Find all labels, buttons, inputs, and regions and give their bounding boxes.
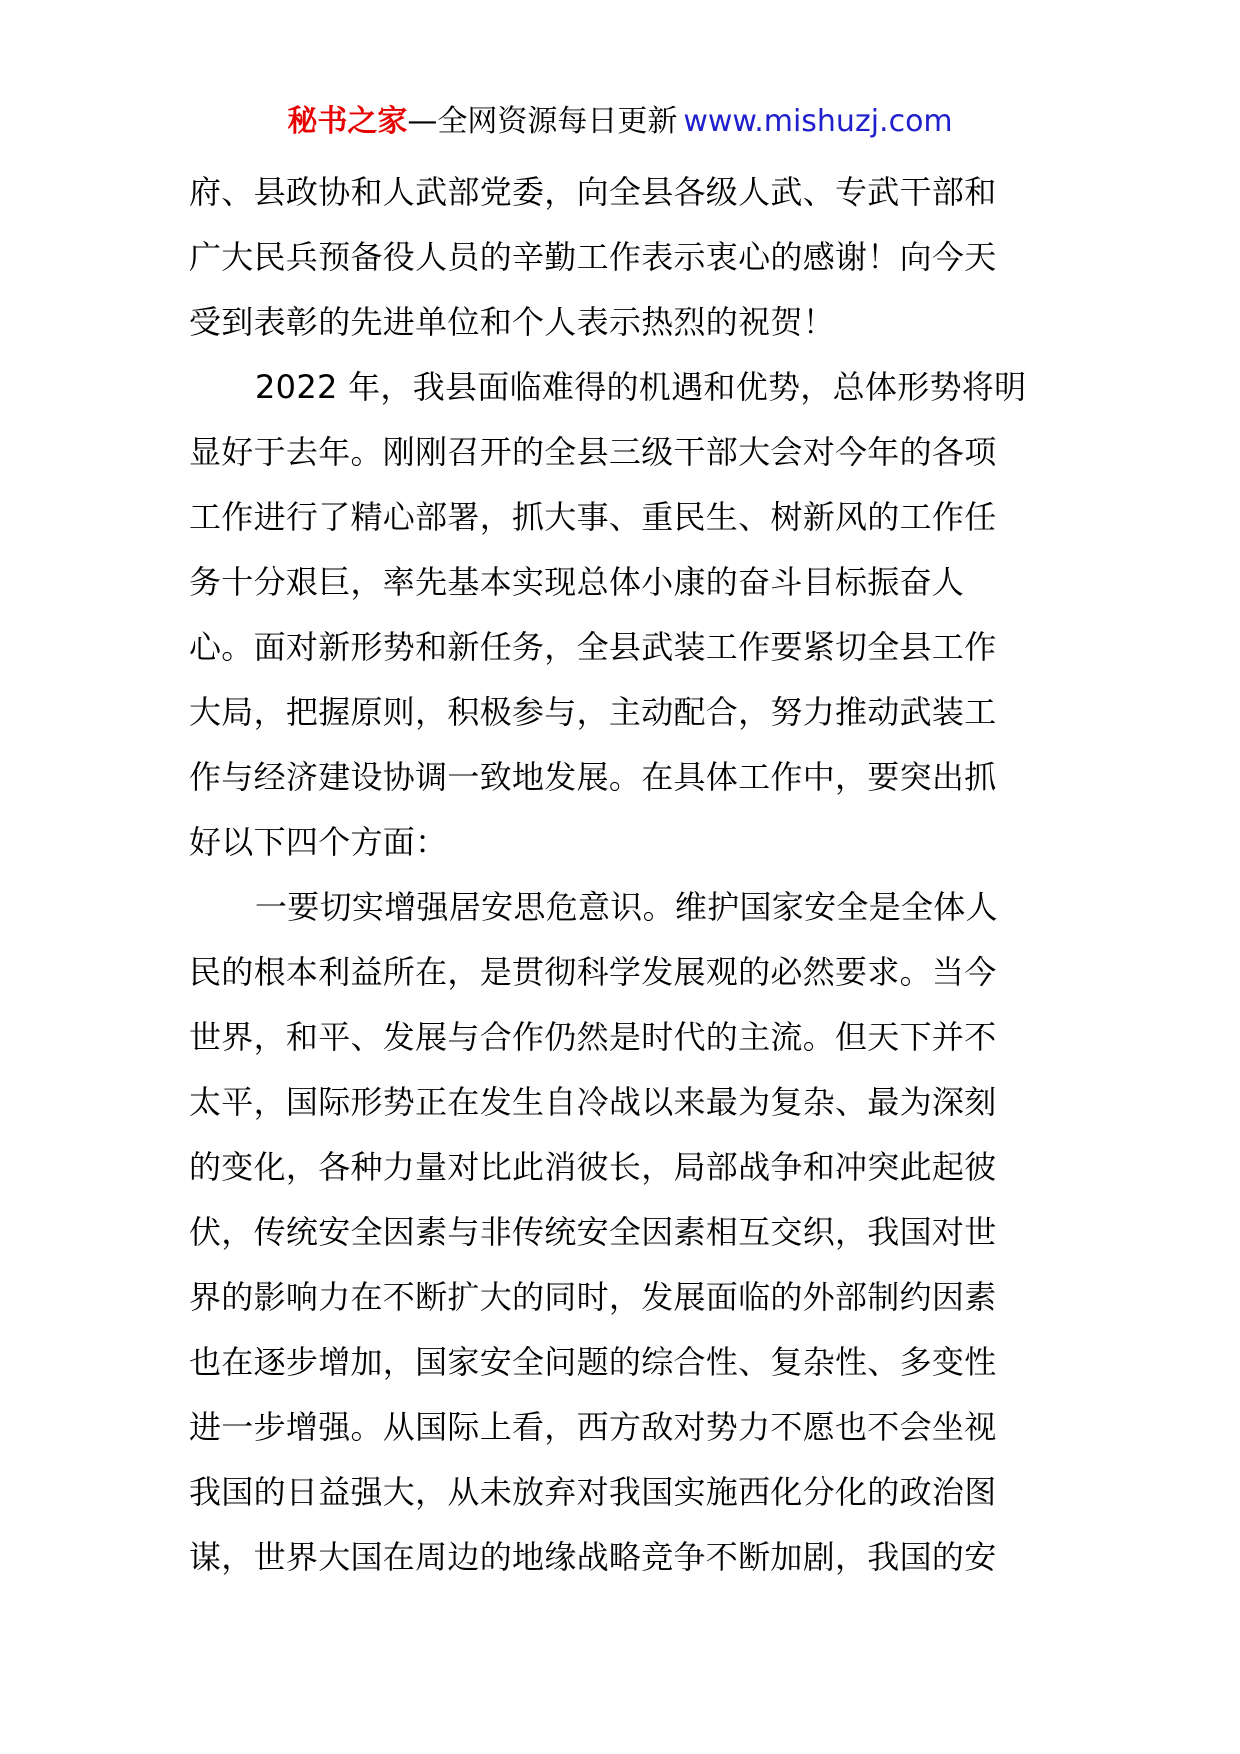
text-line: 工作进行了精心部署，抓大事、重民生、树新风的工作任	[189, 498, 997, 536]
text-line: 界的影响力在不断扩大的同时，发展面临的外部制约因素	[189, 1278, 997, 1316]
text-line: 显好于去年。刚刚召开的全县三级干部大会对今年的各项	[189, 433, 997, 471]
text-line: 受到表彰的先进单位和个人表示热烈的祝贺！	[189, 303, 836, 341]
text-line: 心。面对新形势和新任务，全县武装工作要紧切全县工作	[189, 628, 997, 666]
text-line: 广大民兵预备役人员的辛勤工作表示衷心的感谢！向今天	[189, 238, 997, 276]
text-line: 世界，和平、发展与合作仍然是时代的主流。但天下并不	[189, 1018, 997, 1056]
text-line: 作与经济建设协调一致地发展。在具体工作中，要突出抓	[189, 758, 997, 796]
text-line: 谋，世界大国在周边的地缘战略竞争不断加剧，我国的安	[189, 1538, 997, 1576]
text-line: 也在逐步增加，国家安全问题的综合性、复杂性、多变性	[189, 1343, 997, 1381]
text-line: 的变化，各种力量对比此消彼长，局部战争和冲突此起彼	[189, 1148, 997, 1186]
text-line: 进一步增强。从国际上看，西方敌对势力不愿也不会坐视	[189, 1408, 997, 1446]
text-line: 伏，传统安全因素与非传统安全因素相互交织，我国对世	[189, 1213, 997, 1251]
paragraph-first-line: 2022 年，我县面临难得的机遇和优势，总体形势将明	[255, 368, 1027, 406]
site-header	[0, 100, 1240, 144]
text-line: 务十分艰巨，率先基本实现总体小康的奋斗目标振奋人	[189, 563, 965, 601]
text-line: 好以下四个方面：	[189, 823, 448, 861]
text-line: 太平，国际形势正在发生自冷战以来最为复杂、最为深刻	[189, 1083, 997, 1121]
header-slogan: —全网资源每日更新	[407, 104, 678, 139]
document-body	[189, 160, 1055, 1590]
text-line: 大局，把握原则，积极参与，主动配合，努力推动武装工	[189, 693, 997, 731]
site-url-link[interactable]: www.mishuzj.com	[683, 104, 953, 139]
brand-name: 秘书之家	[287, 104, 408, 139]
text-line: 我国的日益强大，从未放弃对我国实施西化分化的政治图	[189, 1473, 997, 1511]
text-line: 府、县政协和人武部党委，向全县各级人武、专武干部和	[189, 173, 997, 211]
text-line: 民的根本利益所在，是贯彻科学发展观的必然要求。当今	[189, 953, 997, 991]
paragraph-first-line: 一要切实增强居安思危意识。维护国家安全是全体人	[255, 888, 998, 926]
